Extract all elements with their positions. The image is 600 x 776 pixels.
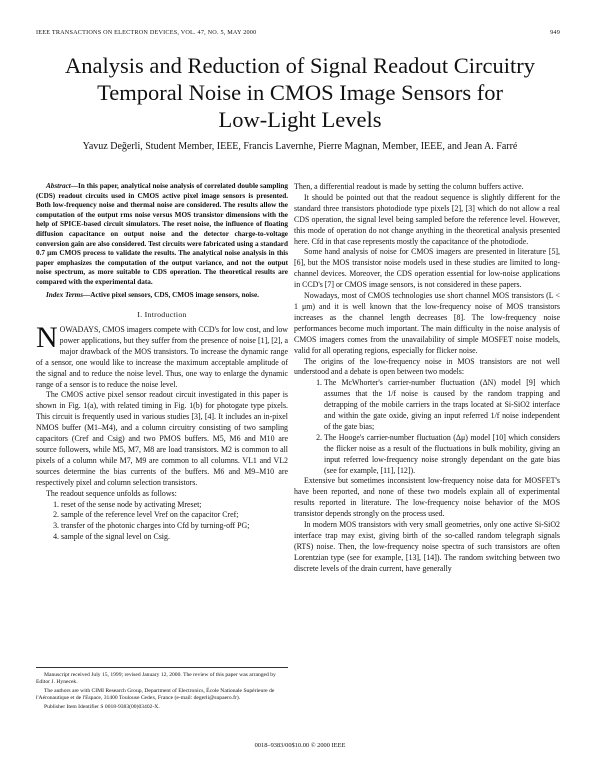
paragraph: Extensive but sometimes inconsistent low-frequency noise data for MOSFET's have been reported, and none of these two models explain all of experimental results reported in literature. The low-frequency noise behavior of the MOS transistor depends strongly on the process used. [294,476,560,519]
footnote-received: Manuscript received July 15, 1999; revised January 12, 2000. The review of this paper was arranged by Editor J. Hynecek. [36,672,276,686]
paragraph: Some hand analysis of noise for CMOS imagers are presented in literature [5], [6], but the MOS transistor noise models used in these studies are limited to long-channel devices. Moreover, the CDS operation essential for low-noise applications in CCD's [7] or CMOS image sensors, is not considered in these papers. [294,247,560,290]
paragraph: The origins of the low-frequency noise in MOS transistors are not well understood and a debate is open between two models: [294,356,560,377]
noise-models-list [294,378,560,476]
list-item: 3. transfer of the photonic charges into Cfd by turning-off PG; [61,521,288,532]
paragraph: In modern MOS transistors with very small geometries, only one active Si-SiO2 interface trap may exist, giving birth of the so-called random telegraph signals (RTS) noise. Then, the low-frequency noise spectra of such transistors are often Lorentzian type (see for example, [13], [14]). The random switching between two discrete levels of the drain current, have generally [294,520,560,573]
index-terms-label: Index Terms— [46,290,91,299]
circuit-paragraph: The CMOS active pixel sensor readout circuit investigated in this paper is shown in Fig. 1(a), with related timing in Fig. 1(b) for photogate type pixels. This circuit is frequently used in various studies [3], [4]. It includes an in-pixel NMOS buffer (M1–M4), and a column circuitry consisting of two sampling capacitors (Cref and Csig) and two PMOS buffers. M5, M6 and M10 are source followers, while M5, M7, M8 are load transistors. M2 is common to all pixels of a column while M7, M9 are common to all columns. VL1 and VL2 sources determine the bias currents of the buffers. M6 and M9–M10 are respectively pixel and column selection transistors. [36,390,288,487]
journal-name: IEEE TRANSACTIONS ON ELECTRON DEVICES, VOL. 47, NO. 5, MAY 2000 [36,29,257,36]
left-column [36,182,288,543]
footnote-identifier: Publisher Item Identifier S 0018-9383(00)03402-X. [44,703,160,710]
list-item: 1. The McWhorter's carrier-number fluctuation (ΔN) model [9] which assumes that the 1/f noise is caused by the random trapping and detrapping of the mobile carriers in the traps located at Si-SiO2 interface and within the gate oxide, giving an input referred 1/f noise independent of the gate bias; [324,378,560,433]
index-terms [36,291,288,301]
page-number: 949 [550,29,560,36]
intro-paragraph [36,321,288,390]
readout-steps [36,500,288,544]
drop-cap: N [36,321,58,355]
index-terms-text: Active pixel sensors, CDS, CMOS image sensors, noise. [90,290,259,299]
paragraph: Nowadays, most of CMOS technologies use short channel MOS transistors (L < 1 μm) and it is well known that the low-frequency noise of MOS transistors increases as the channel length decreases [8]. The low-frequency noise performances become much important. The main difficulty in the noise analysis of CMOS imagers comes from the unavailability of simple MOSFET noise models, valid for all operating regions, especially for flicker noise. [294,291,560,355]
abstract-label: Abstract— [46,182,78,190]
title-line: Temporal Noise in CMOS Image Sensors for [97,80,503,105]
list-item: 2. The Hooge's carrier-number fluctuation (Δμ) model [10] which considers the flicker noise as a result of the fluctuations in bulk mobility, giving an input referred low-frequency noise strongly dependant on the gate bias (see for example, [11], [12]). [324,433,560,477]
list-item: 2. sample of the reference level Vref on the capacitor Cref; [61,510,288,521]
list-item: 1. reset of the sense node by activating Mreset; [61,500,288,511]
paragraph: Then, a differential readout is made by setting the column buffers active. [294,182,524,191]
footnote-divider [36,667,288,668]
list-item: 4. sample of the signal level on Csig. [61,532,288,543]
author-list: Yavuz Değerli, Student Member, IEEE, Francis Lavernhe, Pierre Magnan, Member, IEEE, and Jean A. Farré [82,141,518,152]
copyright-footer: 0018–9383/00$10.00 © 2000 IEEE [254,742,346,749]
footnote [36,672,288,712]
footnote-affiliation: The authors are with CIMI Research Group, Department of Electronics, École Nationale Supérieure de l'Aéronautique et de l'Espace, 31400 Toulouse Cedex, France (e-mail: degerli@supaero.fr). [36,687,275,702]
paragraph: It should be pointed out that the readout sequence is slightly different for the standard three transistors photodiode type pixels [2], [3] which do not allow a real CDS operation, the signal level being sampled before the reference level. However, this mode of operation do not change anything in the theoretical analysis presented here. Cfd in that case represents mostly the capacitance of the photodiode. [294,192,560,246]
abstract-text: In this paper, analytical noise analysis of correlated double sampling (CDS) readout circuits used in CMOS active pixel image sensors is presented. Both low-frequency noise and thermal noise are considered. The results allow the computation of the output rms noise versus MOS transistor dimensions with the help of SPICE-based circuit simulators. The reset noise, the influence of floating diffusion capacitance on output noise and the detector charge-to-voltage conversion gain are also considered. Test circuits were fabricated using a standard 0.7 μm CMOS process to validate the results. The analytical noise analysis in this paper emphasizes the computation of the output variance, and not the output noise spectrum, as more suitable to CDS operation. The theoretical results are compared with the experimental data. [36,182,288,286]
section-heading: I. Introduction [137,310,187,320]
running-head [36,29,560,41]
intro-paragraph-text: OWADAYS, CMOS imagers compete with CCD's for low cost, and low power applications, but they suffer from the presence of noise [1], [2], a major drawback of the MOS transistors. To increase the dynamic range of a sensor, one would like to increase the maximum acceptable amplitude of the signal and to reduce the noise level. Thus, one way to enlarge the dynamic range of a sensor is to reduce the noise level. [36,325,288,389]
sequence-intro: The readout sequence unfolds as follows: [46,488,177,498]
title-line: Analysis and Reduction of Signal Readout Circuitry [65,53,535,78]
title-line: Low-Light Levels [218,107,382,132]
paper-title [30,52,570,133]
abstract [36,182,288,288]
right-column [294,182,560,575]
